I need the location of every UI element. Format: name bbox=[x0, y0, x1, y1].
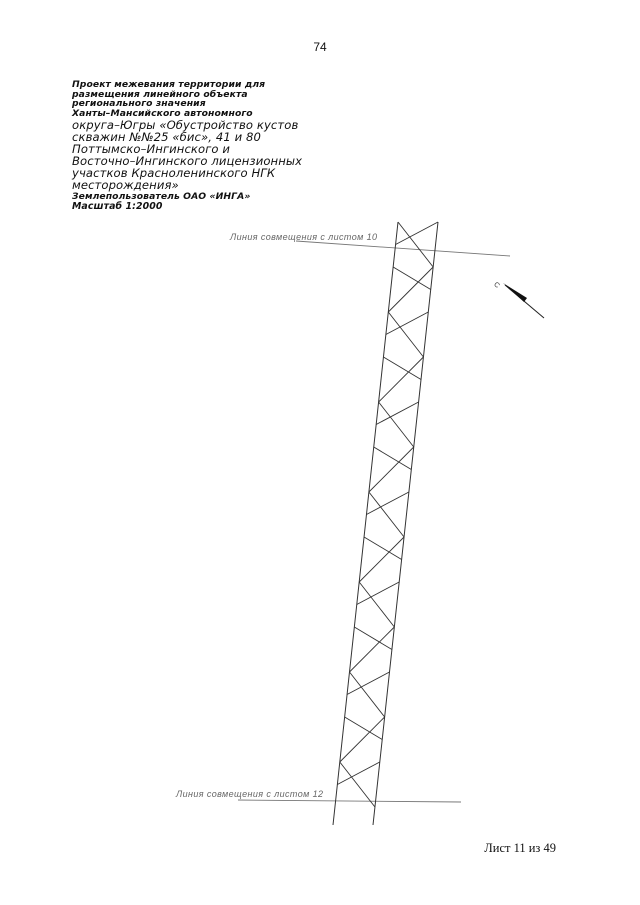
title-line: месторождения» bbox=[72, 178, 179, 193]
hatch-line bbox=[357, 582, 399, 605]
hatch-line bbox=[379, 402, 414, 447]
hatch-line bbox=[349, 627, 394, 672]
hatch-line bbox=[354, 627, 392, 650]
hatch-line bbox=[374, 447, 412, 470]
hatch-line bbox=[349, 672, 384, 717]
hatch-line bbox=[359, 582, 394, 627]
hatch-line bbox=[347, 672, 389, 695]
scale-label: Масштаб 1:2000 bbox=[72, 201, 163, 213]
title-line: скважин №№25 «бис», 41 и 80 bbox=[72, 129, 261, 144]
match-line-top bbox=[296, 241, 510, 256]
title-line: размещения линейного объекта bbox=[72, 88, 248, 100]
hatch-line bbox=[364, 537, 402, 560]
corridor-hatching bbox=[337, 222, 438, 807]
title-line: Поттымско–Ингинского и bbox=[72, 141, 231, 156]
title-line: округа–Югры «Обустройство кустов bbox=[72, 117, 299, 132]
hatch-line bbox=[340, 762, 375, 807]
hatch-line bbox=[359, 537, 404, 582]
title-line: Ханты–Мансийского автономного bbox=[72, 107, 253, 119]
match-line-bottom-label: Линия совмещения с листом 12 bbox=[176, 789, 324, 799]
hatch-line bbox=[393, 267, 431, 290]
hatch-line bbox=[388, 312, 423, 357]
sheet-footer: Лист 11 из 49 bbox=[484, 841, 556, 855]
hatch-line bbox=[369, 492, 404, 537]
hatch-line bbox=[369, 447, 414, 492]
hatch-line bbox=[386, 312, 428, 335]
title-line: Восточно–Ингинского лицензионных bbox=[72, 154, 303, 169]
hatch-line bbox=[337, 762, 379, 785]
north-arrow bbox=[492, 281, 544, 318]
title-line: Проект межевания территории для bbox=[72, 79, 266, 90]
match-line-bottom bbox=[238, 800, 461, 802]
hatch-line bbox=[376, 402, 418, 425]
hatch-line bbox=[366, 492, 408, 515]
hatch-line bbox=[383, 357, 421, 380]
hatch-line bbox=[340, 717, 385, 762]
title-line: участков Красноленинского НГК bbox=[72, 166, 276, 181]
hatch-line bbox=[396, 222, 438, 245]
title-line: Землепользователь ОАО «ИНГА» bbox=[72, 190, 251, 202]
hatch-line bbox=[379, 357, 424, 402]
north-arrow-label: С bbox=[492, 281, 501, 290]
match-line-top-label: Линия совмещения с листом 10 bbox=[230, 232, 378, 242]
north-arrow-head bbox=[503, 283, 527, 302]
page-number: 74 bbox=[313, 40, 327, 54]
hatch-line bbox=[345, 717, 383, 740]
hatch-line bbox=[388, 267, 433, 312]
title-line: регионального значения bbox=[72, 98, 206, 110]
hatch-line bbox=[398, 222, 433, 267]
